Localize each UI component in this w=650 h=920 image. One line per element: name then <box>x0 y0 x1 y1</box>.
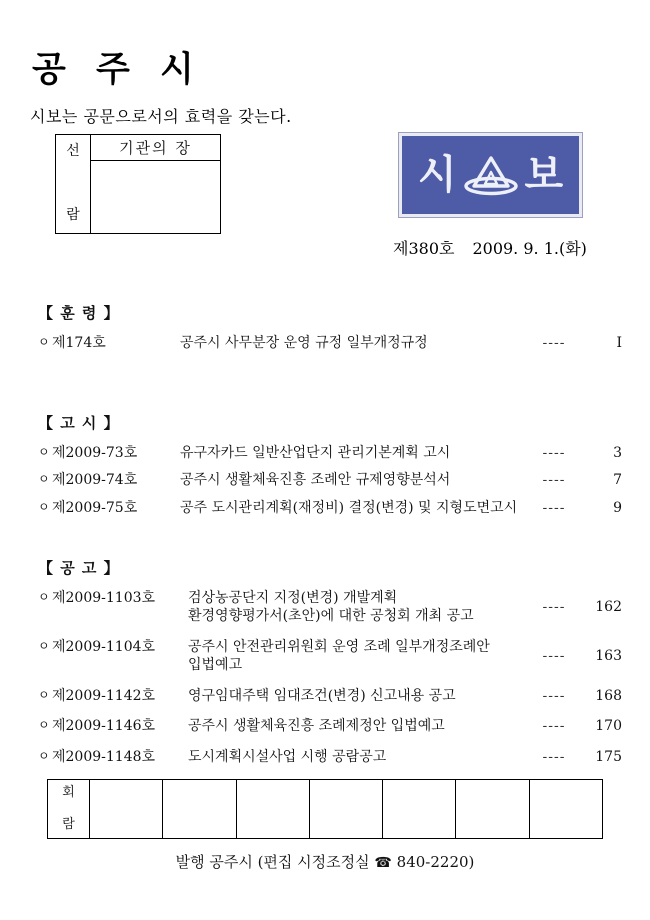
phone-icon: ☎ <box>374 855 392 871</box>
entry-page-number: 7 <box>613 472 622 489</box>
entry-title-line1: 공주 도시관리계획(재정비) 결정(변경) 및 지형도면고시 <box>180 499 518 516</box>
footer <box>0 851 650 872</box>
section-title: 【 공 고 】 <box>38 559 120 577</box>
entry-bullet: ㅇ <box>38 335 50 349</box>
entry-title-line1: 공주시 사무분장 운영 규정 일부개정규정 <box>180 335 428 351</box>
entry-title <box>184 589 528 626</box>
approval-label-top: 선 <box>66 143 80 159</box>
entry-leader-dots: ---- <box>542 748 566 765</box>
issue-number: 제380호 <box>393 239 455 258</box>
entry-title <box>174 444 528 462</box>
circulation-cell[interactable] <box>163 780 236 838</box>
entry-number: 제2009-1103호 <box>52 590 156 606</box>
entry-title-line1: 공주시 안전관리위원회 운영 조례 일부개정조례안 <box>188 638 490 655</box>
toc-entry[interactable] <box>0 687 650 705</box>
logo-char-right: 보 <box>524 152 564 198</box>
circulation-cell[interactable] <box>456 780 529 838</box>
entry-page-number: 168 <box>595 687 622 704</box>
toc-entry[interactable] <box>0 499 650 517</box>
entry-leader-dots: ---- <box>542 445 566 461</box>
approval-box-label <box>56 135 91 233</box>
entry-title <box>142 334 528 352</box>
entry-bullet: ㅇ <box>38 499 50 514</box>
entry-number: 제2009-1146호 <box>52 718 156 735</box>
entry-number: 제2009-75호 <box>52 499 138 516</box>
toc-entry[interactable] <box>0 334 650 352</box>
entry-bullet: ㅇ <box>38 472 50 487</box>
page-title: 공 주 시 <box>32 49 203 90</box>
entry-title-line1: 도시계획시설사업 시행 공람공고 <box>188 748 387 765</box>
toc-entry[interactable] <box>0 717 650 735</box>
approval-box-header: 기관의 장 <box>91 135 220 161</box>
circulation-cell[interactable] <box>530 780 602 838</box>
circulation-label-bottom: 람 <box>62 817 75 832</box>
circulation-label-top: 회 <box>62 785 75 800</box>
section-title: 【 고 시 】 <box>38 414 120 432</box>
entry-number: 제2009-1142호 <box>52 687 156 704</box>
approval-box-right <box>91 135 220 233</box>
entry-page-number: 163 <box>595 648 622 665</box>
entry-leader-dots: ---- <box>542 472 566 489</box>
section-gosi <box>0 412 650 526</box>
entry-bullet: ㅇ <box>38 638 50 653</box>
entry-title <box>184 748 528 766</box>
toc-entry[interactable] <box>0 444 650 462</box>
issue-date: 2009. 9. 1.(화) <box>472 239 587 258</box>
circulation-table <box>47 779 603 839</box>
entry-title-line2: 환경영향평가서(초안)에 대한 공청회 개최 공고 <box>188 608 474 625</box>
approval-label-bottom: 람 <box>66 207 80 223</box>
entry-page-number: 9 <box>613 499 622 516</box>
entry-number: 제2009-1148호 <box>52 748 156 765</box>
section-gonggo <box>0 557 650 778</box>
entry-page-number: 162 <box>595 599 622 616</box>
entry-leader-dots: ---- <box>542 499 566 516</box>
entry-title-line1: 검상농공단지 지정(변경) 개발계획 <box>188 590 398 606</box>
masthead-subtitle: 시보는 공문으로서의 효력을 갖는다. <box>30 107 292 126</box>
entry-page-number: 175 <box>595 748 622 765</box>
entry-page-number: 170 <box>595 718 622 735</box>
entry-title <box>184 687 528 705</box>
footer-publisher: 발행 공주시 (편집 시정조정실 <box>175 853 370 871</box>
entry-bullet: ㅇ <box>38 718 50 733</box>
circulation-cell[interactable] <box>310 780 383 838</box>
entry-leader-dots: ---- <box>542 335 566 351</box>
circulation-label <box>48 780 90 838</box>
entry-title-line1: 공주시 생활체육진흥 조례제정안 입법예고 <box>188 718 445 735</box>
section-title: 【 훈 령 】 <box>38 304 120 322</box>
entry-title <box>174 499 528 517</box>
toc-entry[interactable] <box>0 638 650 675</box>
entry-title-line2: 입법예고 <box>188 657 243 674</box>
entry-title-line1: 영구임대주택 임대조건(변경) 신고내용 공고 <box>188 687 456 704</box>
logo-char-left: 시 <box>417 152 457 198</box>
footer-phone: 840-2220) <box>396 853 475 871</box>
entry-number: 제174호 <box>52 335 106 351</box>
circulation-cell[interactable] <box>90 780 163 838</box>
entry-number: 제2009-1104호 <box>52 638 156 655</box>
entry-title-line1: 유구자카드 일반산업단지 관리기본계획 고시 <box>180 445 451 461</box>
gazette-logo <box>399 133 582 217</box>
entry-title <box>184 717 528 735</box>
entry-title-line1: 공주시 생활체육진흥 조례안 규제영향분석서 <box>180 472 451 489</box>
toc-entry[interactable] <box>0 471 650 489</box>
entry-leader-dots: ---- <box>542 648 566 665</box>
entry-leader-dots: ---- <box>542 599 566 616</box>
entry-bullet: ㅇ <box>38 687 50 702</box>
entry-page-number: I <box>616 335 622 351</box>
entry-page-number: 3 <box>613 445 622 461</box>
entry-bullet: ㅇ <box>38 590 50 604</box>
section-hullyeong <box>0 302 650 361</box>
approval-box-signature-area <box>91 161 220 233</box>
entry-bullet: ㅇ <box>38 445 50 459</box>
entry-title <box>174 471 528 489</box>
entry-title <box>184 638 528 675</box>
entry-number: 제2009-74호 <box>52 472 138 489</box>
toc-entry[interactable] <box>0 589 650 626</box>
entry-leader-dots: ---- <box>542 718 566 735</box>
mountain-over-water-emblem-icon <box>463 153 519 197</box>
toc-entry[interactable] <box>0 748 650 766</box>
entry-bullet: ㅇ <box>38 748 50 763</box>
entry-leader-dots: ---- <box>542 687 566 704</box>
issue-line <box>393 236 587 259</box>
entry-number: 제2009-73호 <box>52 445 138 461</box>
circulation-cell[interactable] <box>383 780 456 838</box>
approval-box <box>55 134 221 234</box>
circulation-cell[interactable] <box>237 780 310 838</box>
